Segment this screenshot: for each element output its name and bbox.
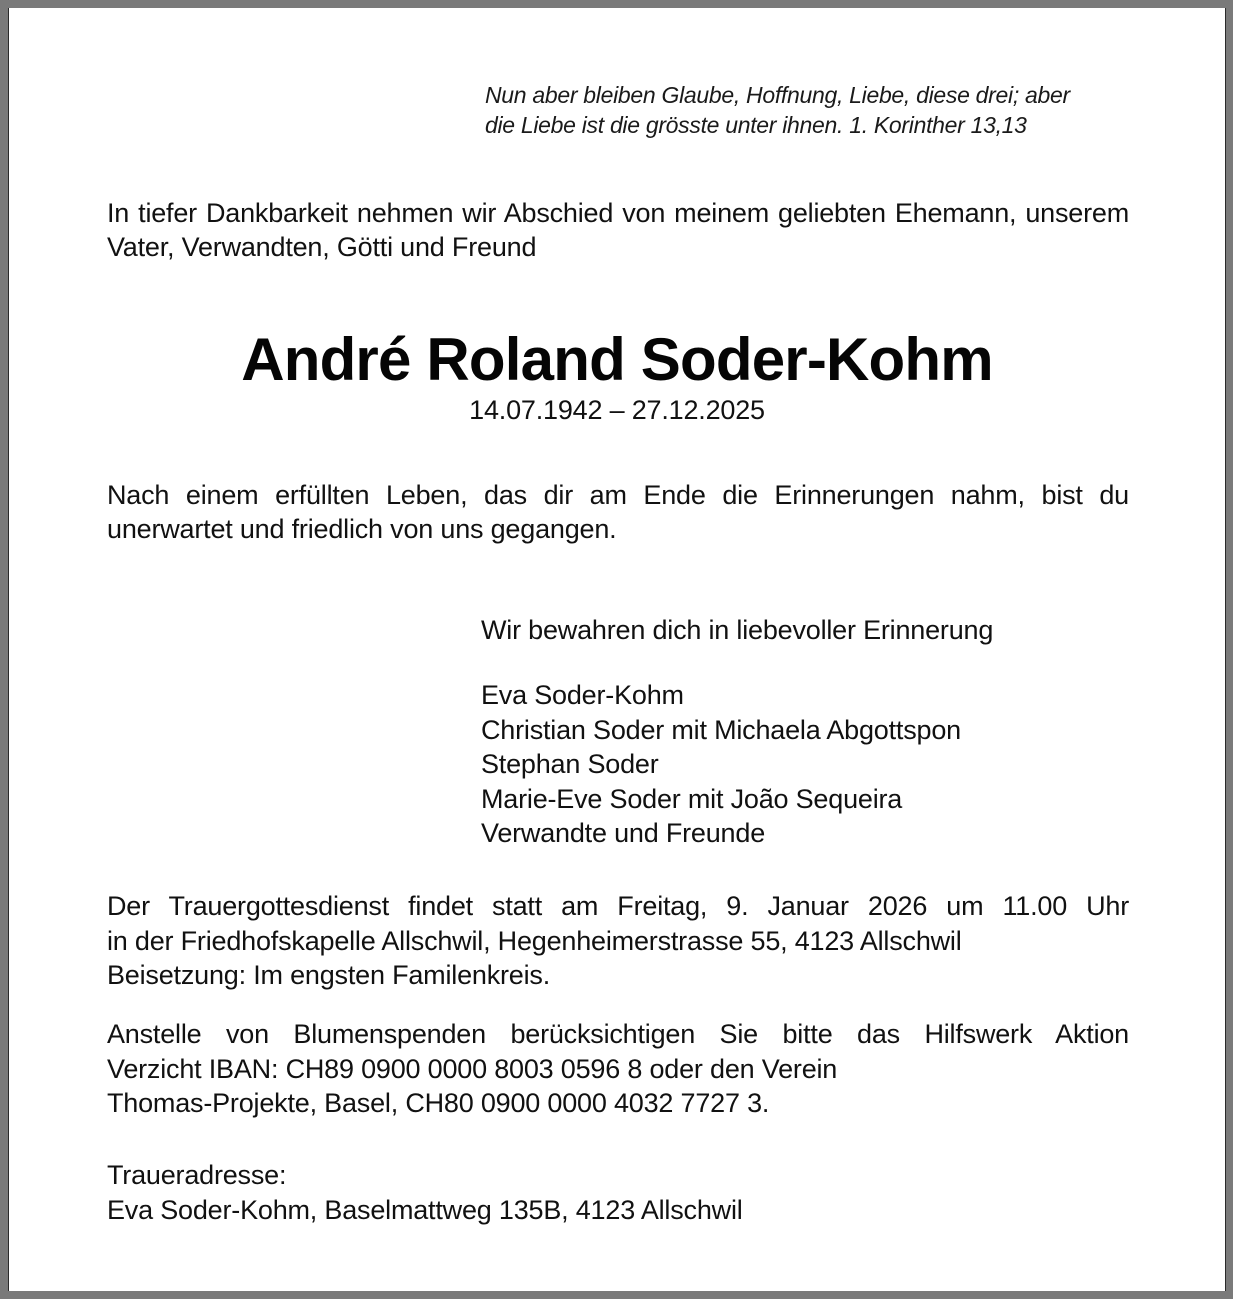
address-value: Eva Soder-Kohm, Baselmattweg 135B, 4123 Allschwil <box>107 1194 743 1225</box>
mourning-address <box>107 1158 1129 1227</box>
service-info <box>107 889 1129 993</box>
intro-text: In tiefer Dankbarkeit nehmen wir Abschied von meinem geliebten Ehemann, unserem Vater, Verwandten, Götti und Freund <box>107 198 1129 262</box>
service-line: Der Trauergottesdienst findet statt am Freitag, 9. Januar 2026 um 11.00 Uhr <box>107 891 1129 921</box>
address-label: Traueradresse: <box>107 1160 287 1190</box>
donation-line: Thomas-Projekte, Basel, CH80 0900 0000 4032 7727 3. <box>107 1088 770 1118</box>
burial-line: Beisetzung: Im engsten Familenkreis. <box>107 960 551 990</box>
life-text: Nach einem erfüllten Leben, das dir am Ende die Erinnerungen nahm, bist du unerwartet und friedlich von uns gegangen. <box>107 480 1129 544</box>
mourner-item: Eva Soder-Kohm <box>481 680 684 710</box>
deceased-name: André Roland Soder-Kohm <box>241 326 993 393</box>
life-dates: 14.07.1942 – 27.12.2025 <box>469 395 765 425</box>
donation-line: Anstelle von Blumenspenden berücksichtigen Sie bitte das Hilfswerk Aktion <box>107 1019 1129 1049</box>
remembrance-line: Wir bewahren dich in liebevoller Erinnerung <box>481 615 994 645</box>
mourner-item: Verwandte und Freunde <box>481 818 766 848</box>
mourners-list <box>481 678 961 851</box>
service-line: in der Friedhofskapelle Allschwil, Hegenheimerstrasse 55, 4123 Allschwil <box>107 925 962 956</box>
mourner-item: Stephan Soder <box>481 749 659 779</box>
bible-verse-line: Nun aber bleiben Glaube, Hoffnung, Liebe, diese drei; aber <box>485 82 1070 108</box>
mourner-item: Christian Soder mit Michaela Abgottspon <box>481 714 961 745</box>
donation-line: Verzicht IBAN: CH89 0900 0000 8003 0596 8 oder den Verein <box>107 1053 838 1084</box>
donation-info <box>107 1017 1129 1121</box>
mourner-item: Marie-Eve Soder mit João Sequeira <box>481 783 903 814</box>
bible-verse <box>485 80 1125 140</box>
bible-verse-line: die Liebe ist die grösste unter ihnen. 1. Korinther 13,13 <box>485 112 1027 138</box>
obituary-page <box>8 8 1226 1291</box>
